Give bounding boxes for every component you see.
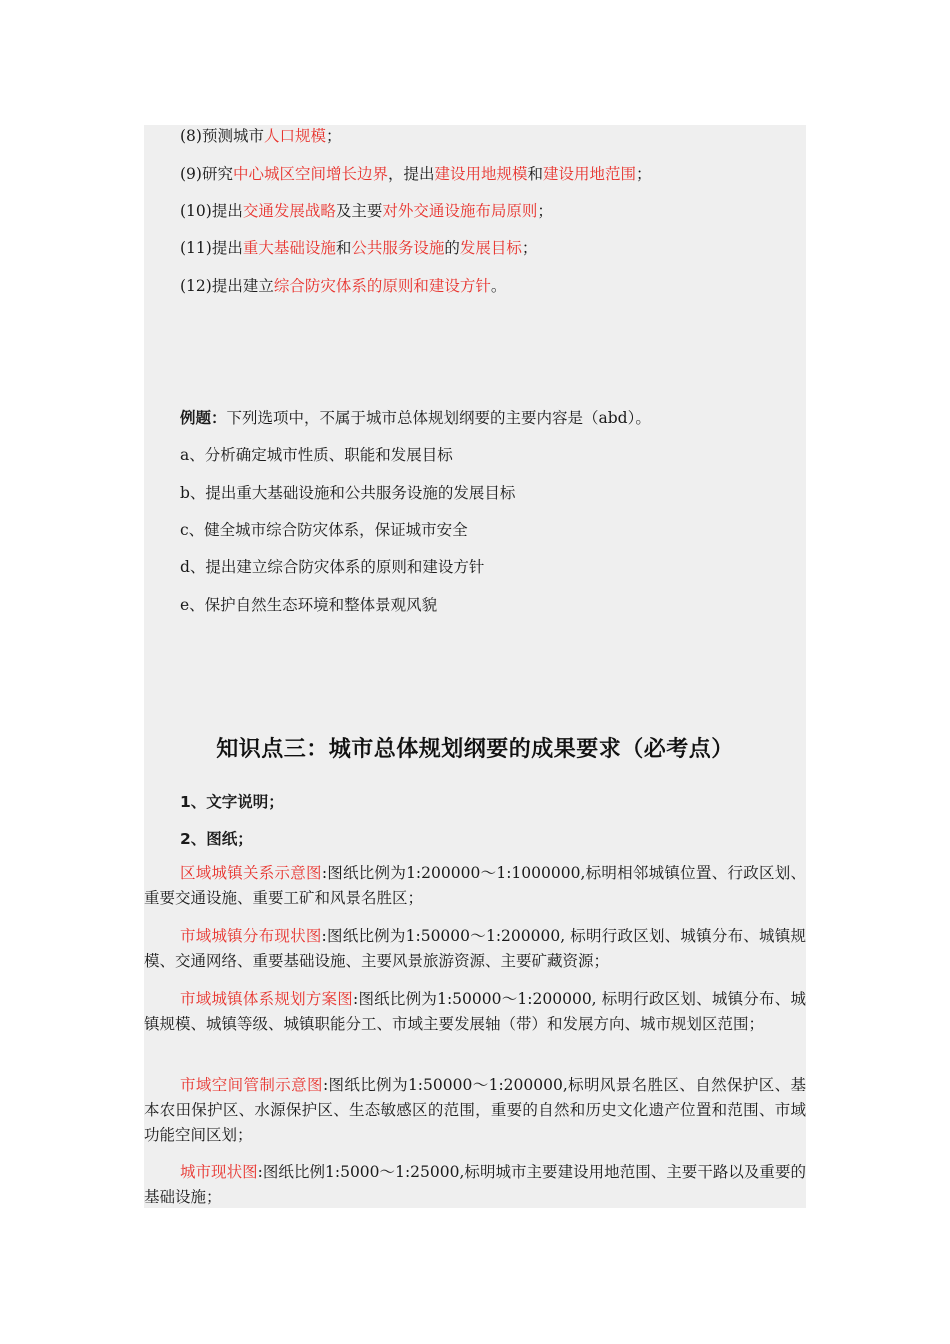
list-item-10: (10)提出交通发展战略及主要对外交通设施布局原则；: [180, 202, 553, 220]
option-d: d、提出建立综合防灾体系的原则和建设方针: [180, 558, 485, 576]
list-item-11: (11)提出重大基础设施和公共服务设施的发展目标；: [180, 239, 538, 257]
option-c: c、健全城市综合防灾体系，保证城市安全: [180, 521, 468, 539]
list-item-12: (12)提出建立综合防灾体系的原则和建设方针。: [180, 277, 507, 295]
map-item-regional: 区域城镇关系示意图:图纸比例为1:200000～1:1000000,标明相邻城镇位置、行政区划、重要交通设施、重要工矿和风景名胜区；: [144, 864, 806, 907]
example-question: 例题：下列选项中，不属于城市总体规划纲要的主要内容是（abd）。: [180, 409, 651, 427]
option-a: a、分析确定城市性质、职能和发展目标: [180, 446, 453, 464]
list-item-9: (9)研究中心城区空间增长边界，提出建设用地规模和建设用地范围；: [180, 165, 652, 183]
example-label: 例题：: [180, 409, 227, 427]
section-heading: 知识点三：城市总体规划纲要的成果要求（必考点）: [216, 737, 734, 762]
option-b: b、提出重大基础设施和公共服务设施的发展目标: [180, 484, 516, 502]
list-item-8: (8)预测城市人口规模；: [180, 127, 342, 145]
sub-item-text-description: 1、文字说明；: [180, 793, 284, 811]
map-item-spatial-control: 市域空间管制示意图:图纸比例为1:50000～1:200000,标明风景名胜区、自然保护区、基本农田保护区、水源保护区、生态敏感区的范围，重要的自然和历史文化遗产位置和范围、市域功能空间区划；: [144, 1076, 806, 1144]
option-e: e、保护自然生态环境和整体景观风貌: [180, 596, 438, 614]
map-item-town-system-plan: 市域城镇体系规划方案图:图纸比例为1:50000～1:200000, 标明行政区划、城镇分布、城镇规模、城镇等级、城镇职能分工、市域主要发展轴（带）和发展方向、城市规划区范围；: [144, 990, 806, 1033]
sub-item-drawings: 2、图纸；: [180, 830, 253, 848]
map-item-town-distribution: 市域城镇分布现状图:图纸比例为1:50000～1:200000, 标明行政区划、城镇分布、城镇规模、交通网络、重要基础设施、主要风景旅游资源、主要矿藏资源；: [144, 927, 806, 970]
map-item-city-status: 城市现状图:图纸比例1:5000～1:25000,标明城市主要建设用地范围、主要干路以及重要的基础设施；: [144, 1163, 806, 1206]
